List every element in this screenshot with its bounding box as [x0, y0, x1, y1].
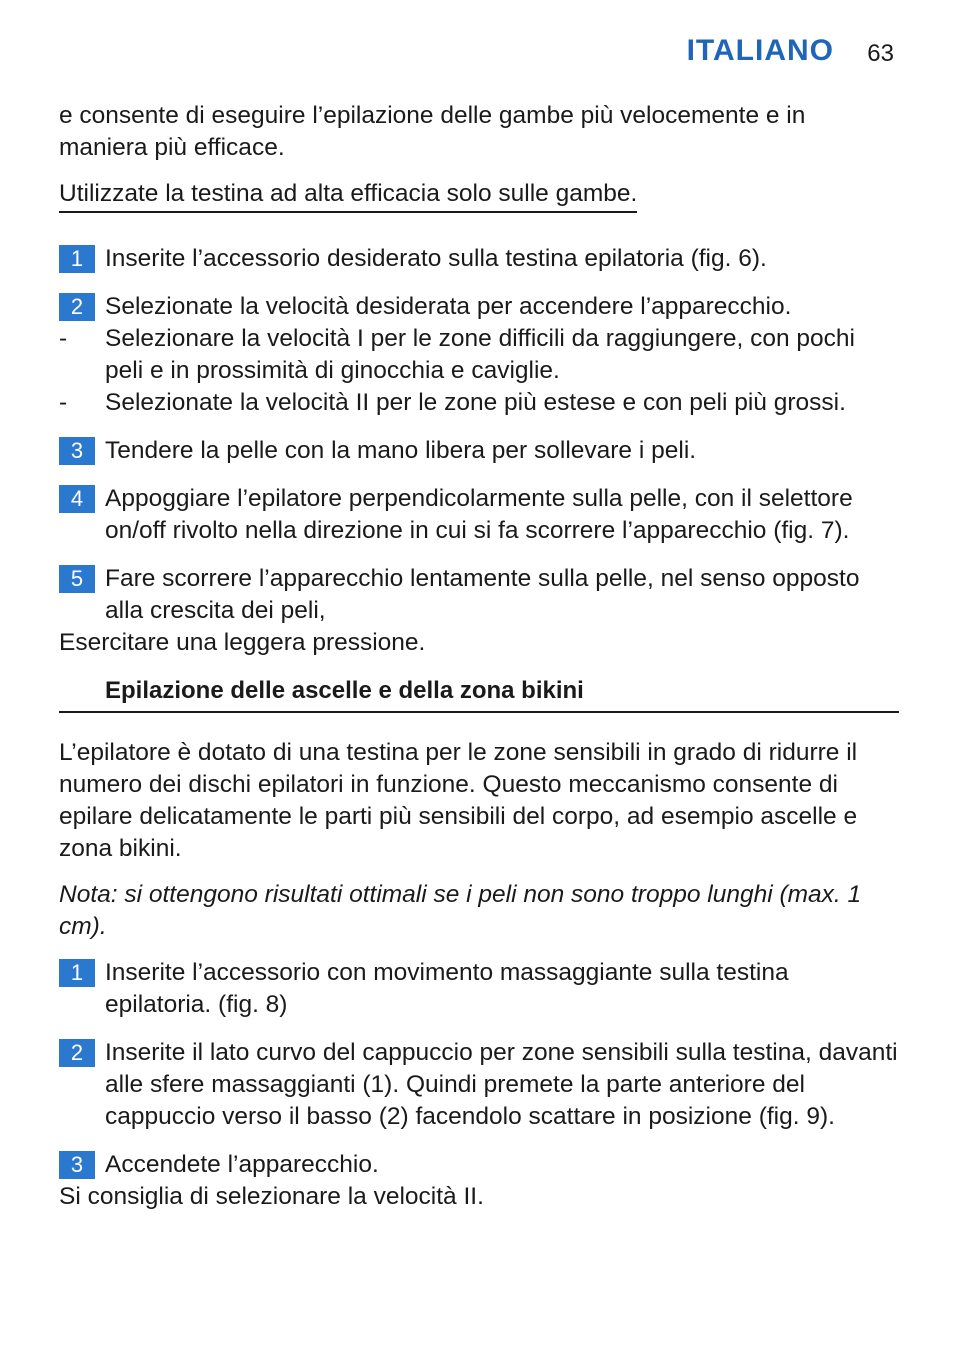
step-b-3: [59, 1149, 899, 1181]
underlined-instruction: Utilizzate la testina ad alta efficacia solo sulle gambe.: [59, 178, 637, 213]
step-number: 1: [59, 245, 95, 273]
step-number: 1: [59, 959, 95, 987]
step-text: Fare scorrere l’apparecchio lentamente sulla pelle, nel senso opposto alla crescita dei peli,: [105, 565, 860, 624]
step-number: 3: [59, 437, 95, 465]
step-text: Accendete l’apparecchio.: [105, 1151, 379, 1178]
page-content: [59, 100, 899, 1213]
step-text: Selezionate la velocità desiderata per accendere l’apparecchio.: [105, 293, 792, 320]
step-number: 3: [59, 1151, 95, 1179]
step-text: Inserite l’accessorio con movimento massaggiante sulla testina epilatoria. (fig. 8): [105, 959, 789, 1018]
bullet-dash: -: [59, 389, 68, 416]
step-a-4: [59, 483, 899, 547]
step-text: Inserite il lato curvo del cappuccio per zone sensibili sulla testina, davanti alle sfere massaggianti (1). Quindi premete la parte anteriore del cappuccio verso il basso (2) facendolo scattare in posizione (fig. 9).: [105, 1039, 898, 1130]
step-a-3: [59, 435, 899, 467]
bullet-text: Selezionare la velocità I per le zone difficili da raggiungere, con pochi peli e in prossimità di ginocchia e caviglie.: [105, 325, 855, 384]
bullet-item: [59, 323, 899, 387]
note-paragraph: Nota: si ottengono risultati ottimali se i peli non sono troppo lunghi (max. 1 cm).: [59, 881, 862, 940]
bullet-item: [59, 387, 899, 419]
step-a-2: [59, 291, 899, 323]
bullet-dash: -: [59, 325, 68, 352]
step-a-5: [59, 563, 899, 627]
step-number: 4: [59, 485, 95, 513]
step-number: 5: [59, 565, 95, 593]
step-text: Tendere la pelle con la mano libera per sollevare i peli.: [105, 437, 697, 464]
page-number: 63: [867, 40, 894, 67]
step-text: Appoggiare l’epilatore perpendicolarmente sulla pelle, con il selettore on/off rivolto nella direzione in cui si fa scorrere l’apparecchio (fig. 7).: [105, 485, 853, 544]
page-header: [0, 34, 954, 74]
step-number: 2: [59, 293, 95, 321]
step-note: Esercitare una leggera pressione.: [59, 629, 426, 656]
closing-paragraph: Si consiglia di selezionare la velocità II.: [59, 1183, 484, 1210]
step-number: 2: [59, 1039, 95, 1067]
language-label: ITALIANO: [686, 34, 834, 67]
bullet-text: Selezionate la velocità II per le zone più estese e con peli più grossi.: [105, 389, 846, 416]
step-a-1: [59, 243, 899, 275]
step-b-2: [59, 1037, 899, 1133]
step-text: Inserite l’accessorio desiderato sulla testina epilatoria (fig. 6).: [105, 245, 767, 272]
step-b-1: [59, 957, 899, 1021]
section-body: L’epilatore è dotato di una testina per le zone sensibili in grado di ridurre il numero dei dischi epilatori in funzione. Questo meccanismo consente di epilare delicatamente le parti più sensibili del corpo, ad esempio ascelle e zona bikini.: [59, 739, 858, 862]
intro-paragraph: e consente di eseguire l’epilazione delle gambe più velocemente e in maniera più efficace.: [59, 102, 806, 161]
section-heading: Epilazione delle ascelle e della zona bikini: [59, 675, 899, 713]
